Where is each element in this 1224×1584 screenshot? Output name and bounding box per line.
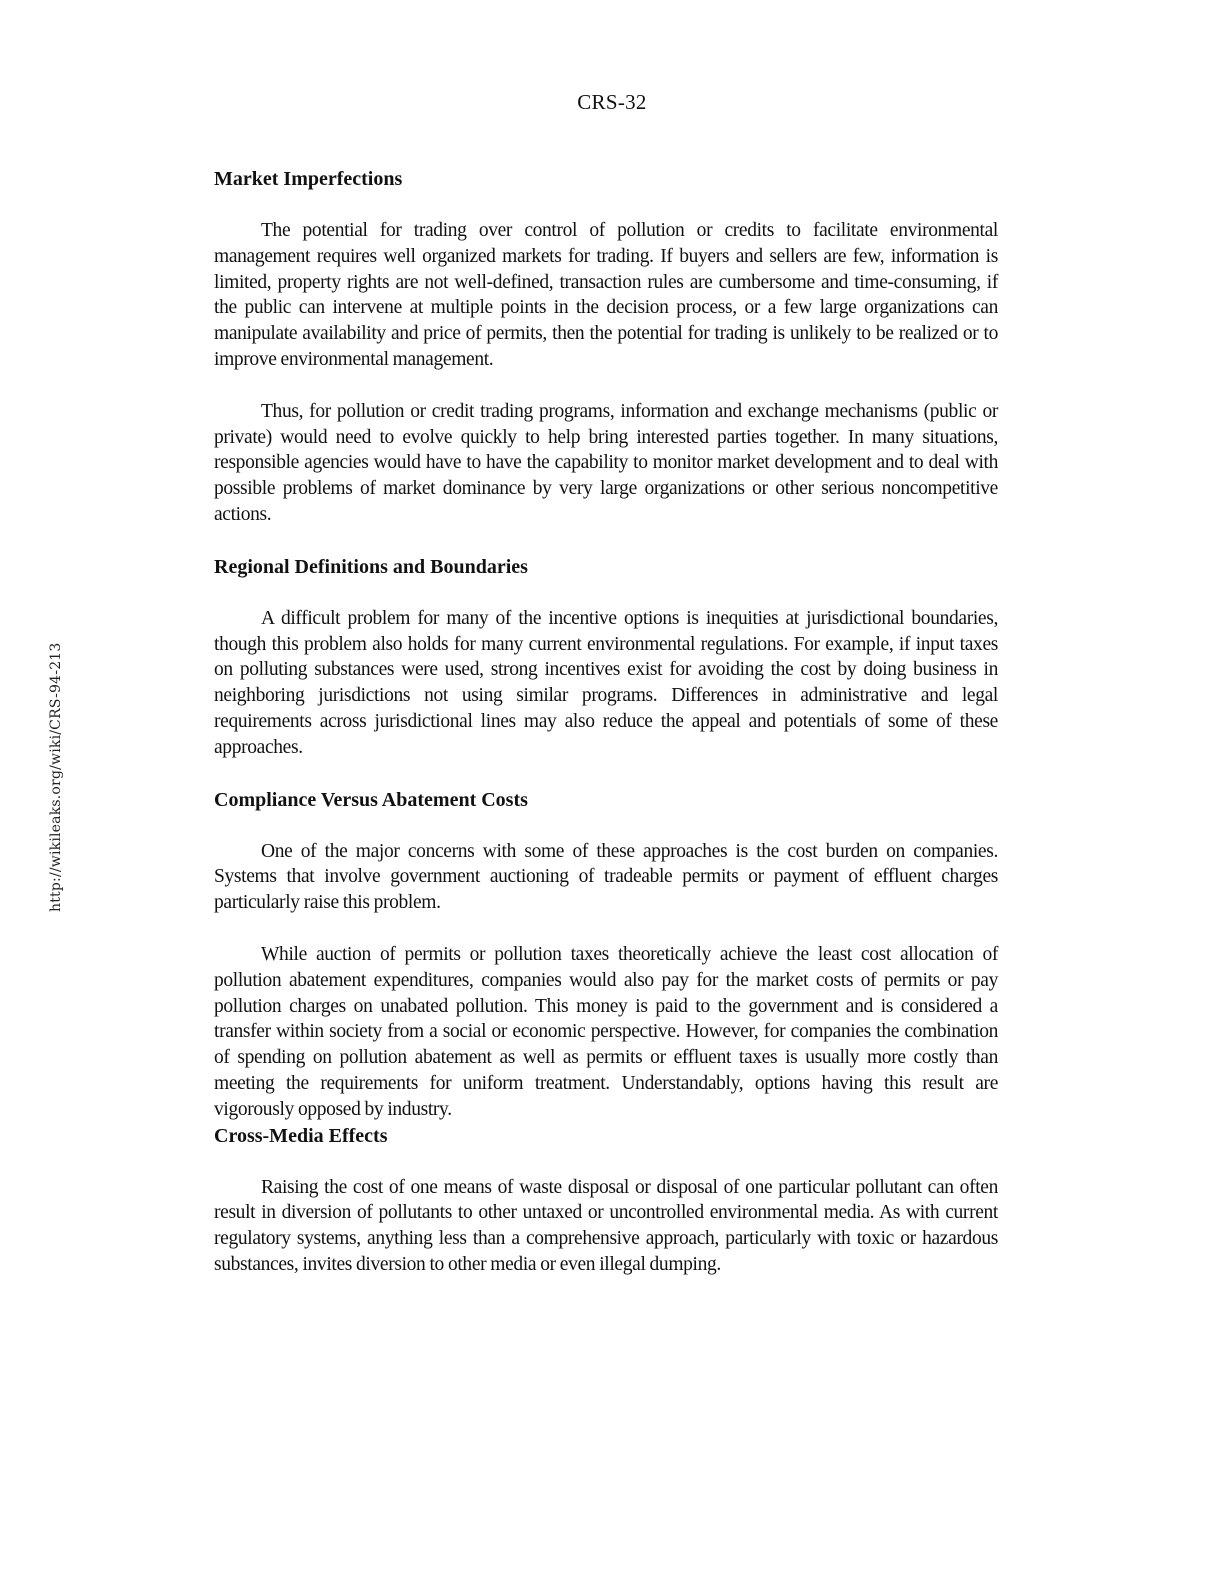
paragraph: The potential for trading over control of pollution or credits to facilitate environmental management requires well organized markets for trading. If buyers and sellers are few, information is limited, property rights are not well-defined, transaction rules are cumbersome and time-consuming, if the public can intervene at multiple points in the decision process, or a few large organizations can manipulate availability and price of permits, then the potential for trading is unlikely to be realized or to improve environmental management. — [214, 220, 998, 370]
margin-source-url: http://wikileaks.org/wiki/CRS-94-213 — [48, 642, 64, 912]
paragraph: Raising the cost of one means of waste disposal or disposal of one particular pollutant can often result in diversion of pollutants to other untaxed or uncontrolled environmental media. As with current regulatory systems, anything less than a comprehensive approach, particularly with toxic or hazardous substances, invites diversion to other media or even illegal dumping. — [214, 1176, 998, 1275]
section-cross-media-effects — [214, 1123, 998, 1278]
paragraph: One of the major concerns with some of these approaches is the cost burden on companies. Systems that involve government auctioning of tradeable permits or payment of effluent charges particularly raise this problem. — [214, 840, 998, 914]
paragraph: While auction of permits or pollution taxes theoretically achieve the least cost allocation of pollution abatement expenditures, companies would also pay for the market costs of permits or pay pollution charges on unabated pollution. This money is paid to the government and is considered a transfer within society from a social or economic perspective. However, for companies the combination of spending on pollution abatement as well as permits or effluent taxes is usually more costly than meeting the requirements for uniform treatment. Understandably, options having this result are vigorously opposed by industry. — [214, 943, 998, 1120]
section-heading: Regional Definitions and Boundaries — [214, 555, 528, 578]
page-number: CRS-32 — [577, 90, 647, 114]
paragraph: A difficult problem for many of the incentive options is inequities at jurisdictional boundaries, though this problem also holds for many current environmental regulations. For example, if input taxes on polluting substances were used, strong incentives exist for avoiding the cost by doing business in neighboring jurisdictions not using similar programs. Differences in administrative and legal requirements across jurisdictional lines may also reduce the appeal and potentials of some of these approaches. — [214, 607, 998, 758]
section-heading: Compliance Versus Abatement Costs — [214, 788, 528, 811]
section-compliance-vs-abatement — [214, 787, 998, 1123]
document-body — [214, 166, 998, 1278]
section-heading: Market Imperfections — [214, 168, 403, 190]
section-regional-definitions — [214, 554, 998, 761]
section-market-imperfections — [214, 166, 998, 528]
paragraph: Thus, for pollution or credit trading programs, information and exchange mechanisms (public or private) would need to evolve quickly to help bring interested parties together. In many situations, responsible agencies would have to have the capability to monitor market development and to deal with possible problems of market dominance by very large organizations or other serious noncompetitive actions. — [214, 400, 998, 525]
section-heading: Cross-Media Effects — [214, 1124, 388, 1147]
